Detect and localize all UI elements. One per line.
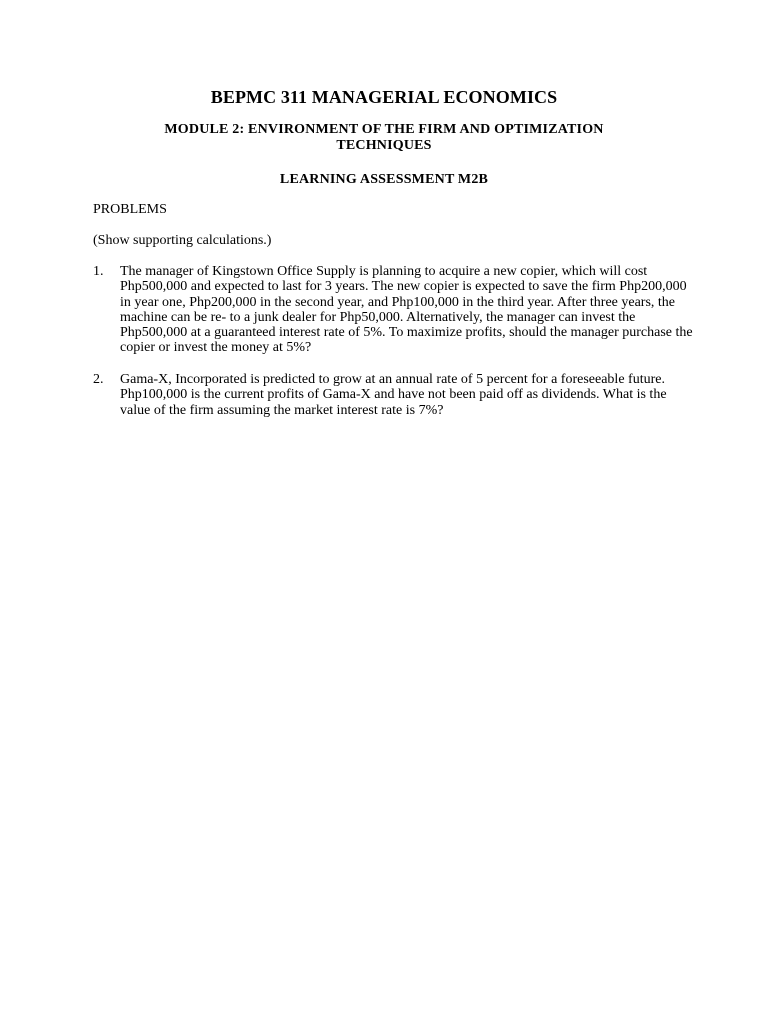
problem-text: The manager of Kingstown Office Supply is planning to acquire a new copier, which will cost Php500,000 and expected to last for 3 years. The new copier is expected to save the firm Php200,000 in year one, Php200,000 in the second year, and Php100,000 in the third year. After three years, the machine can be re- to a junk dealer for Php50,000. Alternatively, the manager can invest the Php500,000 at a guaranteed interest rate of 5%. To maximize profits, should the manager purchase the copier or invest the money at 5%? (120, 264, 693, 356)
problem-number: 2. (93, 372, 104, 387)
assessment-heading: LEARNING ASSESSMENT M2B (279, 172, 489, 187)
problem-item (93, 372, 693, 418)
problem-text: Gama-X, Incorporated is predicted to grow at an annual rate of 5 percent for a foreseeable future. Php100,000 is the current profits of Gama-X and have not been paid off as dividends. What is the value of the firm assuming the market interest rate is 7%? (120, 372, 667, 418)
section-heading-problems: PROBLEMS (93, 202, 167, 217)
document-title: BEPMC 311 MANAGERIAL ECONOMICS (210, 87, 558, 107)
problem-list-item-1 (93, 264, 693, 356)
problem-number: 1. (93, 264, 104, 279)
problem-item (93, 264, 693, 356)
instructions-text: (Show supporting calculations.) (93, 233, 272, 248)
module-heading: MODULE 2: ENVIRONMENT OF THE FIRM AND OPTIMIZATION TECHNIQUES (164, 122, 604, 153)
problem-list-item-2 (93, 372, 693, 418)
